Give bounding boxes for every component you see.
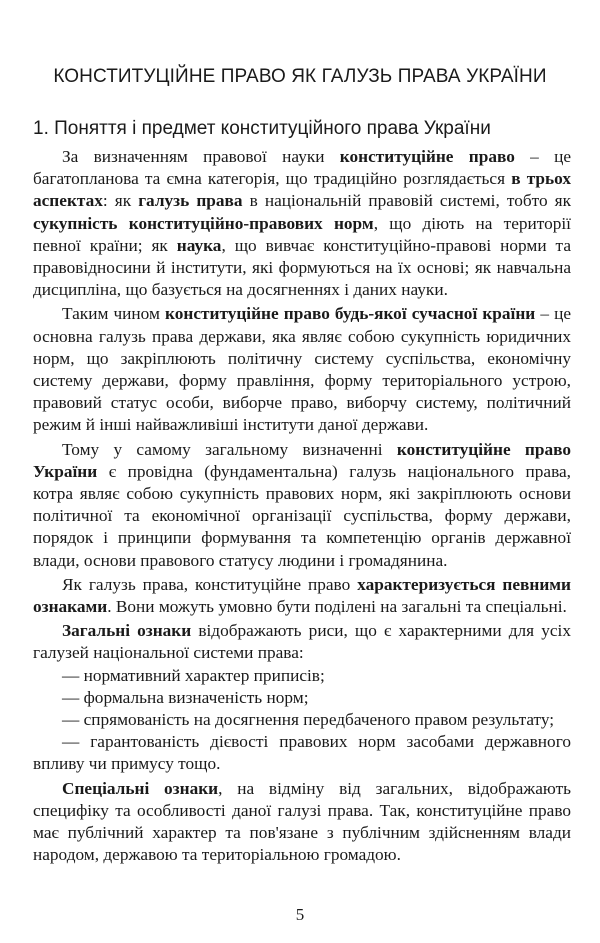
bold-term: сукупність конституційно-правових норм — [33, 213, 374, 233]
paragraph — [33, 620, 571, 664]
paragraph — [33, 146, 571, 301]
bold-term: Спеціальні ознаки — [62, 778, 219, 798]
paragraph — [33, 778, 571, 867]
page-number: 5 — [295, 905, 305, 924]
paragraph — [33, 303, 571, 436]
list-item — [33, 687, 571, 709]
chapter-title: КОНСТИТУЦІЙНЕ ПРАВО ЯК ГАЛУЗЬ ПРАВА УКРАЇНИ — [53, 66, 547, 87]
text-run: : як — [102, 191, 139, 211]
bold-term: характеризується певними ознаками — [33, 574, 571, 617]
paragraph — [33, 574, 571, 618]
paragraph — [33, 439, 571, 572]
list-item — [33, 709, 571, 731]
text-run: — спрямованість на досягнення передбаченого правом результату; — [62, 710, 555, 730]
list-item — [33, 665, 571, 687]
text-run: в національній правовій системі, тобто як — [242, 191, 572, 211]
text-run: відображають риси, що є характерними для усіх галузей національної системи права: — [33, 621, 571, 663]
list-item — [33, 731, 571, 775]
text-run: — формальна визначеність норм; — [62, 687, 309, 707]
text-run: , що діють на території певної країни; як — [33, 213, 571, 255]
text-run: , що вивчає конституційно-правові норми та правовідносини й інститути, які формуються на їх основі; як навчальна дисципліна, що базується на досягненнях і даних науки. — [33, 235, 571, 300]
bold-term: Загальні ознаки — [62, 621, 192, 641]
text-run: . Вони можуть умовно бути поділені на загальні та спеціальні. — [107, 597, 567, 617]
text-run: Тому у самому загальному визначенні — [62, 439, 397, 459]
text-run: – це основна галузь права держави, яка являє собою сукупність юридичних норм, що закріплюють політичну систему суспільства, економічну систему держави, форму правління, форму територіального устрою, правовий статус особи, виборче право, виборчу систему, політичний режим й інші найважливіші інститути даної держави. — [33, 304, 572, 435]
text-run: За визначенням правової науки — [62, 147, 340, 166]
text-run: — гарантованість дієвості правових норм засобами державного впливу чи примусу тощо. — [33, 732, 571, 774]
text-run: – це багатопланова та ємна категорія, що традиційно розглядається — [33, 147, 571, 189]
bold-term: галузь права — [138, 191, 243, 211]
section-heading: 1. Поняття і предмет конституційного права України — [33, 118, 491, 139]
text-run: , на відміну від загальних, відображають специфіку та особливості даної галузі права. Так, конституційне право має публічний характер та пов'язане з публічним здійсненням влади народом, державою та територіальною громадою. — [33, 778, 571, 865]
text-run: — нормативний характер приписів; — [62, 665, 325, 685]
bold-term: в трьох аспектах — [33, 169, 571, 211]
bold-term: наука — [176, 235, 222, 255]
bold-term: конституційне право будь-якої сучасної країни — [165, 304, 536, 324]
bold-term: конституційне право — [339, 147, 515, 166]
text-run: є провідна (фундаментальна) галузь національного права, котра являє собою сукупність правових норм, які закріплюють основи політичної та економічної організації суспільства, форму держави, порядок і принципи формування та компетенцію органів державної влади, основи правового статусу людини і громадянина. — [33, 461, 571, 570]
text-run: Таким чином — [62, 304, 165, 324]
bold-term: конституційне право України — [33, 439, 571, 481]
body-text — [33, 146, 571, 867]
text-run: Як галузь права, конституційне право — [62, 574, 358, 594]
